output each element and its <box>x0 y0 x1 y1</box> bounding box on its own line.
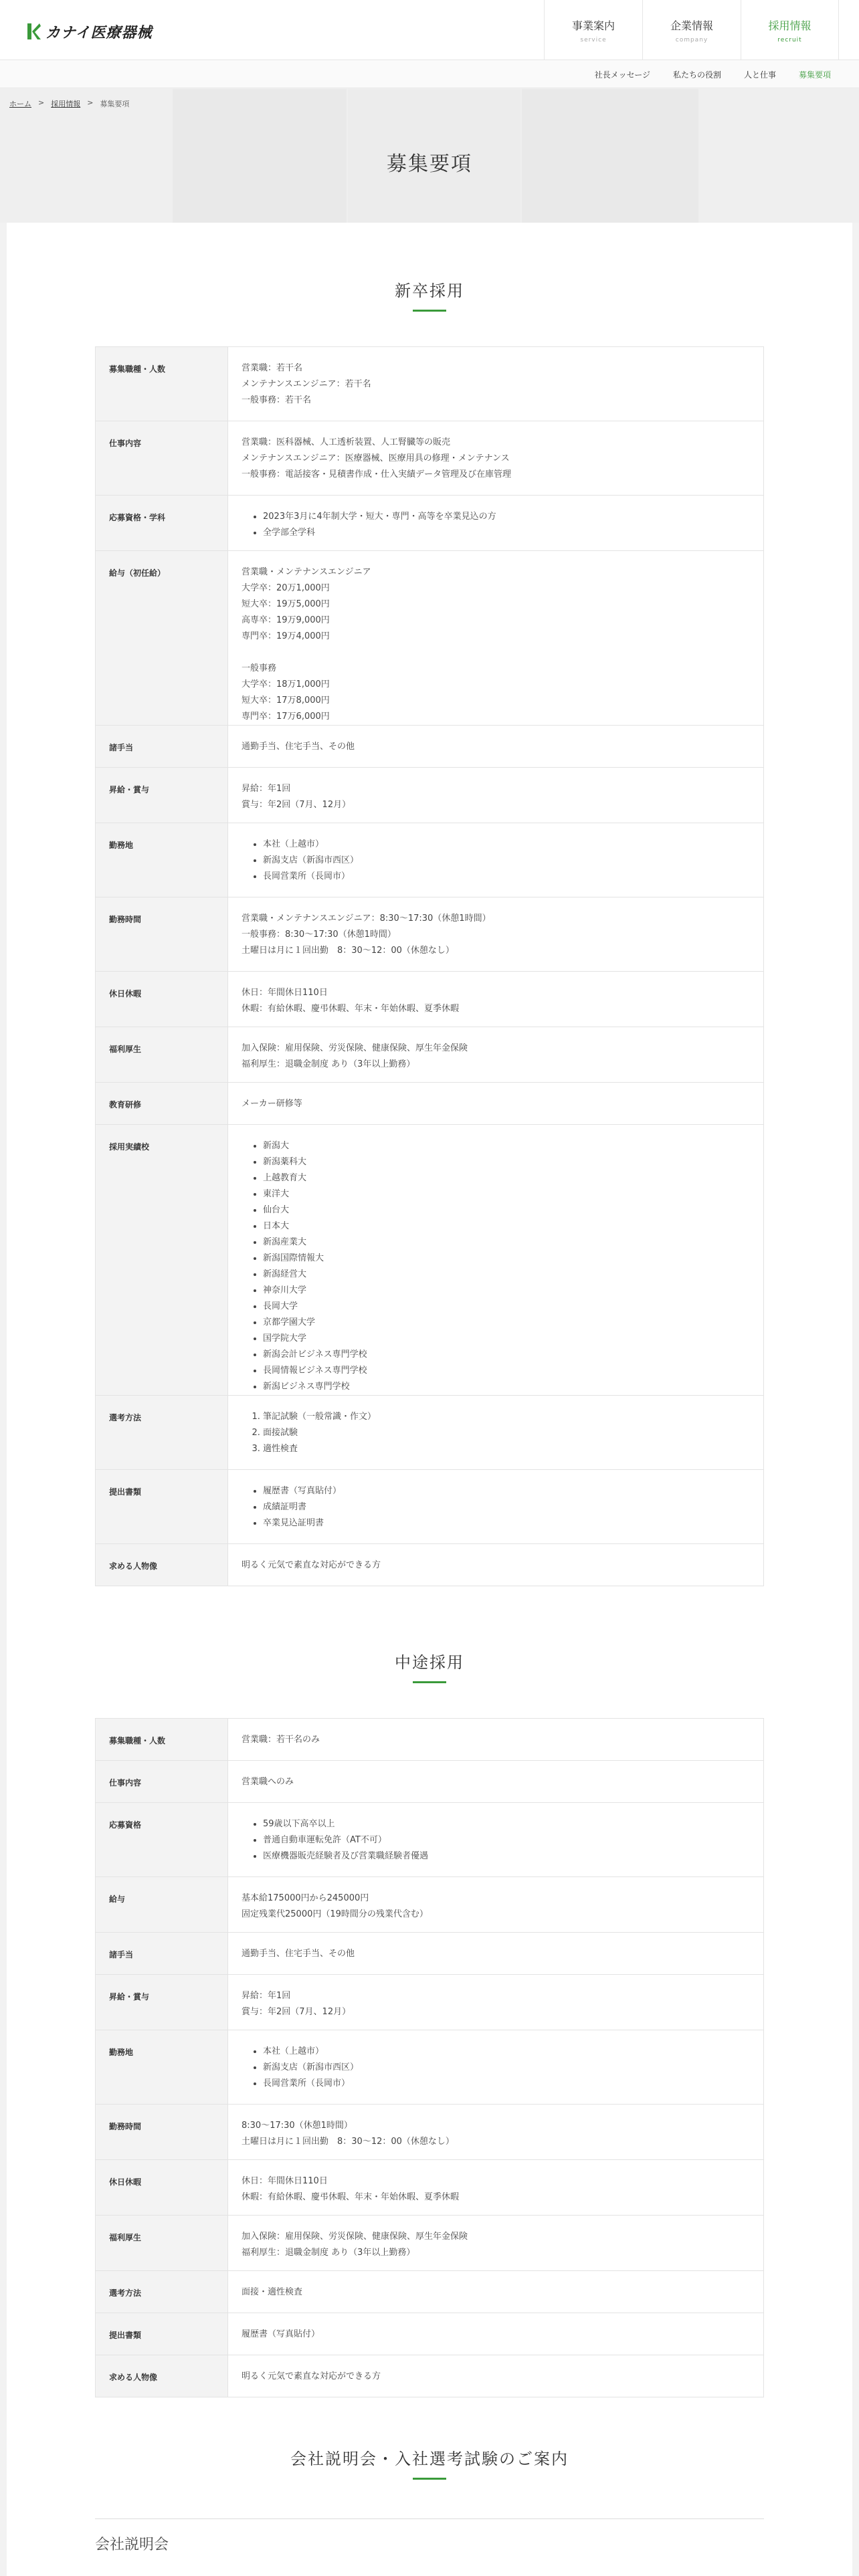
list-item: • 東洋大 <box>263 1186 750 1202</box>
row-value <box>228 972 764 1027</box>
value-line: 明るく元気で素直な対応ができる方 <box>242 1560 381 1570</box>
row-value <box>228 1877 764 1933</box>
value-line: 昇給：年1回 <box>242 1991 291 2001</box>
table-row <box>96 972 764 1027</box>
row-value <box>228 1719 764 1761</box>
value-line: 賞与：年2回（7月、12月） <box>242 2007 351 2017</box>
site-logo[interactable] <box>27 21 152 41</box>
bullet-list <box>242 1816 750 1864</box>
list-item: • 上越教育大 <box>263 1170 750 1186</box>
row-label: 勤務時間 <box>96 2105 228 2160</box>
list-item: • 新潟支店（新潟市西区） <box>263 2060 750 2076</box>
value-line: 休日：年間休日110日 <box>242 988 328 998</box>
row-value <box>228 421 764 496</box>
list-item: • 新潟経営大 <box>263 1267 750 1283</box>
table-row <box>96 1083 764 1125</box>
table-row <box>96 551 764 726</box>
list-item: • 長岡大学 <box>263 1299 750 1315</box>
row-label: 応募資格 <box>96 1803 228 1877</box>
sub-nav <box>0 60 859 88</box>
table-row <box>96 1975 764 2030</box>
section-title-seminar: 会社説明会・入社選考試験のご案内 <box>290 2450 569 2468</box>
row-value <box>228 347 764 421</box>
list-item: 2. 面接試験 <box>263 1425 750 1441</box>
value-line: 専門卒：17万6,000円 <box>242 712 330 722</box>
table-row <box>96 1877 764 1933</box>
value-line: メンテナンスエンジニア：若干名 <box>242 379 371 389</box>
value-line: 賞与：年2回（7月、12月） <box>242 800 351 810</box>
table-row <box>96 1544 764 1586</box>
table-row <box>96 726 764 768</box>
site-logo-text: カナイ医療器械 <box>45 24 153 41</box>
row-value <box>228 1761 764 1803</box>
table-row <box>96 768 764 823</box>
row-label: 給与（初任給） <box>96 551 228 726</box>
row-value <box>228 1933 764 1975</box>
list-item: • 長岡営業所（長岡市） <box>263 2076 750 2092</box>
table-row <box>96 897 764 972</box>
table-row <box>96 2216 764 2271</box>
row-label: 勤務時間 <box>96 897 228 972</box>
row-label: 福利厚生 <box>96 1027 228 1083</box>
value-line: 休暇：有給休暇、慶弔休暇、年末・年始休暇、夏季休暇 <box>242 1004 460 1014</box>
subnav-item-requirements[interactable]: 募集要項 <box>798 70 831 80</box>
table-row <box>96 823 764 897</box>
row-value <box>228 1027 764 1083</box>
value-line: 加入保険：雇用保険、労災保険、健康保険、厚生年金保険 <box>242 2232 468 2242</box>
value-line: メンテナンスエンジニア：医療器械、医療用具の修理・メンテナンス <box>242 453 510 463</box>
nav-item-label: 企業情報 <box>670 19 713 32</box>
list-item: • 普通自動車運転免許（AT不可） <box>263 1832 750 1848</box>
row-label: 勤務地 <box>96 2030 228 2105</box>
list-item: • 新潟ビジネス専門学校 <box>263 1379 750 1395</box>
list-item: • 新潟国際情報大 <box>263 1251 750 1267</box>
table-row <box>96 496 764 551</box>
page-title: 募集要項 <box>387 152 472 176</box>
list-item: 3. 適性検査 <box>263 1441 750 1457</box>
table-row <box>96 1719 764 1761</box>
row-value <box>228 2216 764 2271</box>
value-line: 営業職へのみ <box>242 1777 294 1787</box>
section-title-underline <box>413 2478 446 2480</box>
table-row <box>96 1470 764 1544</box>
value-line: 一般事務：8:30〜17:30（休憩1時間） <box>242 930 396 940</box>
list-item: • 履歴書（写真貼付） <box>263 1483 750 1499</box>
table-row <box>96 1803 764 1877</box>
table-row <box>96 2160 764 2216</box>
list-item: • 京都学園大学 <box>263 1315 750 1331</box>
value-line: 営業職・メンテナンスエンジニア：8:30〜17:30（休憩1時間） <box>242 914 491 924</box>
row-value <box>228 1125 764 1396</box>
seminar-divider <box>95 2518 764 2519</box>
value-line: 固定残業代25000円（19時間分の残業代含む） <box>242 1909 428 1919</box>
nav-item-sublabel: recruit <box>777 36 802 43</box>
list-item: • 医療機器販売経験者及び営業職経験者優遇 <box>263 1848 750 1864</box>
list-item: • 本社（上越市） <box>263 2044 750 2060</box>
row-value <box>228 2030 764 2105</box>
row-label: 諸手当 <box>96 1933 228 1975</box>
nav-item-service[interactable] <box>544 0 642 60</box>
row-label: 福利厚生 <box>96 2216 228 2271</box>
row-value <box>228 1396 764 1470</box>
value-line: 明るく元気で素直な対応ができる方 <box>242 2371 381 2381</box>
page-hero <box>0 89 859 223</box>
value-line: 専門卒：19万4,000円 <box>242 631 330 641</box>
value-line: 通勤手当、住宅手当、その他 <box>242 1949 355 1959</box>
section-title-new-grad: 新卒採用 <box>395 282 464 300</box>
value-line: 面接・適性検査 <box>242 2287 303 2297</box>
value-line: 加入保険：雇用保険、労災保険、健康保険、厚生年金保険 <box>242 1043 468 1053</box>
table-row <box>96 1396 764 1470</box>
list-item: • 長岡情報ビジネス専門学校 <box>263 1363 750 1379</box>
seminar-subtitle: 会社説明会 <box>95 2537 169 2553</box>
value-line: 営業職・メンテナンスエンジニア <box>242 567 371 577</box>
list-item: • 新潟産業大 <box>263 1235 750 1251</box>
row-label: 給与 <box>96 1877 228 1933</box>
row-value <box>228 2105 764 2160</box>
bullet-list <box>242 1483 750 1531</box>
row-label: 教育研修 <box>96 1083 228 1125</box>
row-value <box>228 496 764 551</box>
value-line: 営業職：若干名のみ <box>242 1735 320 1745</box>
table-row <box>96 1761 764 1803</box>
value-line: 短大卒：19万5,000円 <box>242 599 330 609</box>
subnav-item-people[interactable]: 人と仕事 <box>743 70 776 80</box>
value-line: 高専卒：19万9,000円 <box>242 615 330 625</box>
row-value <box>228 1975 764 2030</box>
value-line: 福利厚生：退職金制度 あり（3年以上勤務） <box>242 2248 415 2258</box>
row-value <box>228 823 764 897</box>
list-item: 1. 筆記試験（一般常識・作文） <box>263 1409 750 1425</box>
value-line: 一般事務：電話接客・見積書作成・仕入実績データ管理及び在庫管理 <box>242 469 512 479</box>
list-item: • 2023年3月に4年制大学・短大・専門・高等を卒業見込の方 <box>263 509 750 525</box>
row-value <box>228 1470 764 1544</box>
value-line: 福利厚生：退職金制度 あり（3年以上勤務） <box>242 1059 415 1069</box>
table-row <box>96 2313 764 2355</box>
value-line: 履歴書（写真貼付） <box>242 2329 320 2339</box>
bullet-list <box>242 509 750 541</box>
row-value <box>228 2355 764 2397</box>
value-line: 昇給：年1回 <box>242 784 291 794</box>
table-row <box>96 1933 764 1975</box>
row-value <box>228 726 764 768</box>
table-row <box>96 2030 764 2105</box>
breadcrumb-separator: > <box>38 98 45 107</box>
row-label: 諸手当 <box>96 726 228 768</box>
row-label: 休日休暇 <box>96 2160 228 2216</box>
nav-item-label: 採用情報 <box>768 19 812 32</box>
subnav-item-message[interactable]: 社長メッセージ <box>594 70 650 80</box>
value-line: 営業職：若干名 <box>242 363 303 373</box>
list-item: • 新潟薬科大 <box>263 1154 750 1170</box>
row-value <box>228 768 764 823</box>
list-item: • 本社（上越市） <box>263 837 750 853</box>
row-label: 仕事内容 <box>96 421 228 496</box>
value-line: 一般事務：若干名 <box>242 395 312 405</box>
value-line: 短大卒：17万8,000円 <box>242 695 330 706</box>
value-line: 基本給175000円から245000円 <box>242 1893 369 1903</box>
section-title-mid-career: 中途採用 <box>395 1653 464 1672</box>
row-label: 応募資格・学科 <box>96 496 228 551</box>
value-line: 土曜日は月に１回出勤 8：30〜12：00（休憩なし） <box>242 2137 454 2147</box>
row-label: 仕事内容 <box>96 1761 228 1803</box>
row-label: 求める人物像 <box>96 2355 228 2397</box>
table-row <box>96 421 764 496</box>
subnav-item-role[interactable]: 私たちの役割 <box>672 70 721 80</box>
row-label: 求める人物像 <box>96 1544 228 1586</box>
list-item: • 卒業見込証明書 <box>263 1515 750 1531</box>
nav-item-label: 事業案内 <box>571 19 615 32</box>
row-label: 募集職種・人数 <box>96 1719 228 1761</box>
list-item: • 全学部全学科 <box>263 525 750 541</box>
row-label: 昇給・賞与 <box>96 768 228 823</box>
row-label: 提出書類 <box>96 2313 228 2355</box>
bullet-list <box>242 837 750 885</box>
breadcrumb-home-link[interactable]: ホーム <box>9 100 31 108</box>
value-line: 通勤手当、住宅手当、その他 <box>242 742 355 752</box>
main-content <box>7 223 852 2576</box>
row-label: 募集職種・人数 <box>96 347 228 421</box>
value-line <box>242 645 750 661</box>
list-item: • 日本大 <box>263 1218 750 1235</box>
list-item: • 神奈川大学 <box>263 1283 750 1299</box>
kanai-logo-mark-icon <box>27 22 41 41</box>
row-value <box>228 897 764 972</box>
table-row <box>96 1125 764 1396</box>
site-header <box>0 0 859 60</box>
table-row <box>96 347 764 421</box>
value-line: 休日：年間休日110日 <box>242 2176 328 2186</box>
value-line: 8:30〜17:30（休憩1時間） <box>242 2121 353 2131</box>
nav-item-sublabel: service <box>580 36 607 43</box>
table-row <box>96 1027 764 1083</box>
list-item: • 新潟大 <box>263 1138 750 1154</box>
row-label: 採用実績校 <box>96 1125 228 1396</box>
list-item: • 59歳以下高卒以上 <box>263 1816 750 1832</box>
value-line: 土曜日は月に１回出勤 8：30〜12：00（休憩なし） <box>242 946 454 956</box>
table-row <box>96 2355 764 2397</box>
nav-item-sublabel: company <box>675 36 708 43</box>
value-line: 営業職：医科器械、人工透析装置、人工腎臓等の販売 <box>242 437 451 447</box>
list-item: • 長岡営業所（長岡市） <box>263 869 750 885</box>
row-value <box>228 551 764 726</box>
row-value <box>228 1083 764 1125</box>
list-item: • 新潟支店（新潟市西区） <box>263 853 750 869</box>
global-nav <box>544 0 839 60</box>
value-line: 一般事務 <box>242 663 277 673</box>
value-line: 大学卒：18万1,000円 <box>242 679 330 689</box>
breadcrumb-recruit-link[interactable]: 採用情報 <box>51 100 81 108</box>
row-value <box>228 2313 764 2355</box>
value-line: 休暇：有給休暇、慶弔休暇、年末・年始休暇、夏季休暇 <box>242 2192 460 2202</box>
bullet-list <box>242 1138 750 1395</box>
row-label: 勤務地 <box>96 823 228 897</box>
list-item: • 新潟会計ビジネス専門学校 <box>263 1347 750 1363</box>
row-label: 昇給・賞与 <box>96 1975 228 2030</box>
row-value <box>228 1544 764 1586</box>
requirements-table-mid-career <box>95 1718 764 2397</box>
row-label: 休日休暇 <box>96 972 228 1027</box>
breadcrumb-current: 募集要項 <box>100 100 130 108</box>
row-label: 提出書類 <box>96 1470 228 1544</box>
breadcrumb-separator: > <box>87 98 94 107</box>
bullet-list <box>242 2044 750 2092</box>
row-label: 選考方法 <box>96 2271 228 2313</box>
breadcrumb <box>9 98 129 109</box>
list-item: • 国学院大学 <box>263 1331 750 1347</box>
row-value <box>228 2160 764 2216</box>
row-value <box>228 2271 764 2313</box>
list-item: • 成績証明書 <box>263 1499 750 1515</box>
nav-item-recruit[interactable] <box>741 0 839 60</box>
section-title-underline <box>413 310 446 312</box>
requirements-table-new-grad <box>95 346 764 1586</box>
numbered-list <box>242 1409 750 1457</box>
nav-item-company[interactable] <box>642 0 741 60</box>
table-row <box>96 2105 764 2160</box>
row-value <box>228 1803 764 1877</box>
row-label: 選考方法 <box>96 1396 228 1470</box>
table-row <box>96 2271 764 2313</box>
section-title-underline <box>413 1681 446 1683</box>
value-line: メーカー研修等 <box>242 1099 302 1109</box>
list-item: • 仙台大 <box>263 1202 750 1218</box>
value-line: 大学卒：20万1,000円 <box>242 583 330 593</box>
